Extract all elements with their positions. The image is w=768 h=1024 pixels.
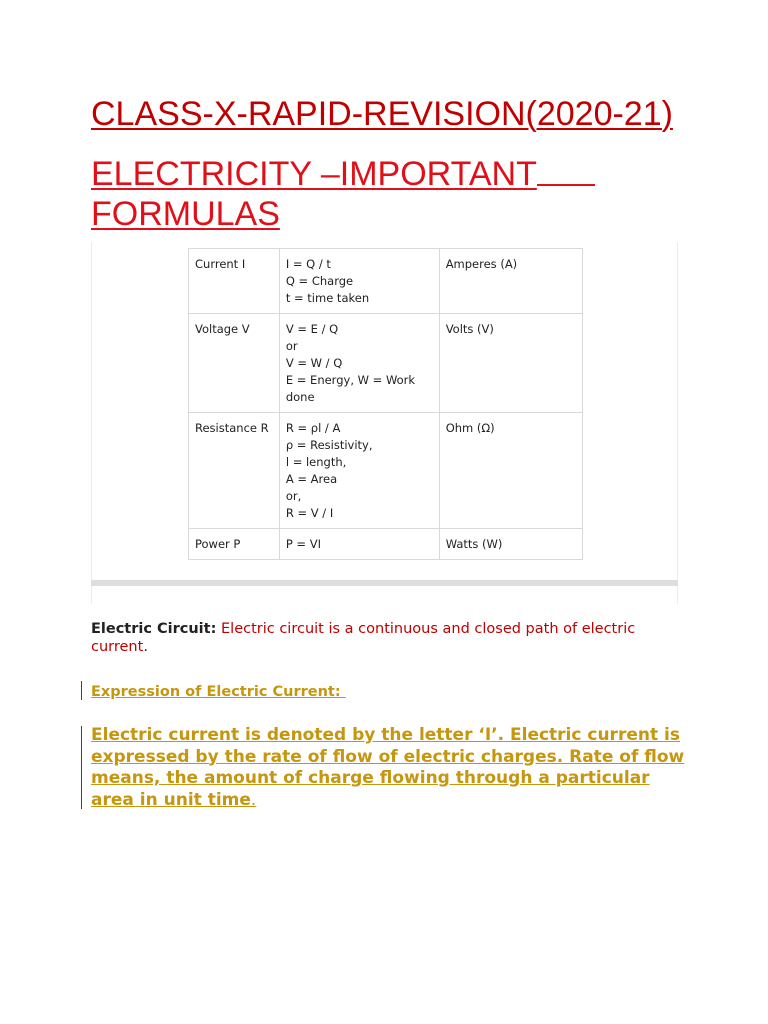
document-title: CLASS-X-RAPID-REVISION(2020-21) [91,95,673,133]
formula-line: V = E / Q [285,322,339,336]
section-title-line-2: FORMULAS [91,195,280,233]
formula-table [188,248,583,560]
formula-line: A = Area [285,472,338,486]
formula-line: t = time taken [285,291,370,305]
unit-cell: Amperes (A) [439,249,582,314]
table-row [189,314,583,413]
electric-circuit-end: . [143,639,148,655]
expression-paragraph-end: . [250,789,257,810]
quantity-cell: Voltage V [189,314,280,413]
underline-padding [537,150,595,186]
section-title-line-1: ELECTRICITY –IMPORTANT [91,155,537,193]
expression-paragraph [91,725,691,811]
change-bar [81,726,82,809]
formula-line: V = W / Q [285,356,343,370]
formula-cell [279,529,439,560]
electric-circuit-text: Electric circuit is a continuous and closed path of electric current [91,621,636,655]
change-bar [81,681,82,700]
section-title [91,150,631,234]
expression-paragraph-text: Electric current is denoted by the letter ‘I’. Electric current is expressed by the rate of flow of electric charges. Rate of flow means, the amount of charge flowing through a particular area in unit time [91,725,685,810]
formula-line: l = length, [285,455,347,469]
electric-circuit-paragraph [91,620,691,656]
quantity-cell: Power P [189,529,280,560]
formula-cell [279,249,439,314]
formula-cell [279,413,439,529]
quantity-cell: Resistance R [189,413,280,529]
formula-table-image [91,242,678,604]
formula-line: done [285,390,315,404]
formula-line: R = ρl / A [285,421,341,435]
expression-heading: Expression of Electric Current: [91,684,346,700]
figure-divider [91,580,678,586]
formula-line: E = Energy, W = Work [285,373,416,387]
unit-cell: Ohm (Ω) [439,413,582,529]
formula-line: P = VI [285,537,321,551]
unit-cell: Watts (W) [439,529,582,560]
formula-line: Q = Charge [285,274,354,288]
formula-line: I = Q / t [285,257,331,271]
unit-cell: Volts (V) [439,314,582,413]
table-row [189,249,583,314]
quantity-cell: Current I [189,249,280,314]
formula-line: R = V / I [285,506,334,520]
table-row [189,413,583,529]
formula-line: ρ = Resistivity, [285,438,373,452]
formula-line: or, [285,489,302,503]
formula-line: or [285,339,298,353]
table-row [189,529,583,560]
electric-circuit-label: Electric Circuit: [91,621,217,637]
formula-cell [279,314,439,413]
